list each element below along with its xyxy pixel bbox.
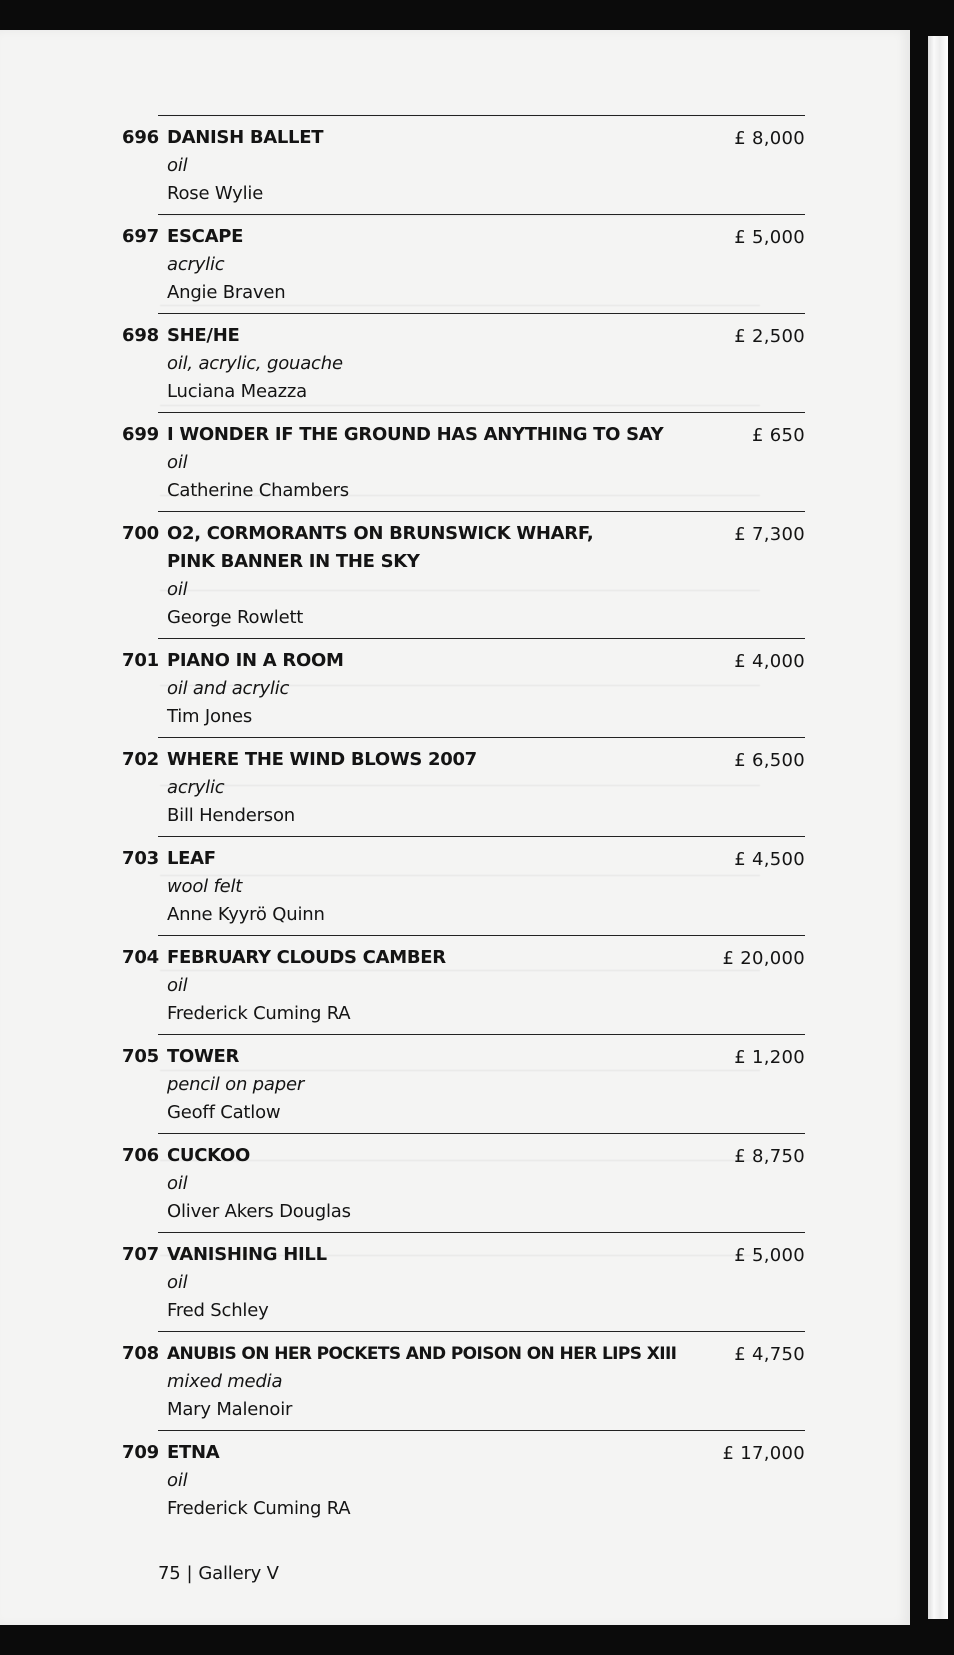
- catalogue-entry-706: [95, 1133, 805, 1232]
- entry-number: 698: [122, 325, 159, 346]
- catalogue-entry-700: [95, 511, 805, 638]
- entry-price: £ 17,000: [722, 1443, 805, 1464]
- entry-title: DANISH BALLET: [167, 127, 324, 148]
- catalogue-entry-698: [95, 313, 805, 412]
- entry-body: [167, 845, 687, 929]
- catalogue-entry-701: [95, 638, 805, 737]
- catalogue-page: [0, 30, 910, 1625]
- entry-title: TOWER: [167, 1046, 240, 1067]
- entry-number: 706: [122, 1145, 159, 1166]
- entry-medium: pencil on paper: [167, 1074, 305, 1095]
- entry-price: £ 8,750: [734, 1146, 805, 1167]
- section-name: Gallery V: [198, 1563, 279, 1584]
- entry-title: SHE/HE: [167, 325, 240, 346]
- catalogue-entry-708: [95, 1331, 805, 1430]
- page-footer: [158, 1562, 279, 1586]
- entry-divider: [158, 836, 805, 837]
- entry-artist: Anne Kyyrö Quinn: [167, 904, 325, 925]
- entry-medium: oil: [167, 155, 188, 176]
- entry-price: £ 6,500: [734, 750, 805, 771]
- entry-artist: Oliver Akers Douglas: [167, 1201, 351, 1222]
- entry-price: £ 2,500: [734, 326, 805, 347]
- entry-body: [167, 520, 687, 632]
- catalogue-entry-705: [95, 1034, 805, 1133]
- entry-medium: acrylic: [167, 777, 225, 798]
- entry-medium: oil: [167, 1173, 188, 1194]
- entry-price: £ 5,000: [734, 227, 805, 248]
- entry-artist: Mary Malenoir: [167, 1399, 293, 1420]
- entry-body: [167, 223, 687, 307]
- entry-divider: [158, 1331, 805, 1332]
- page-number: 75: [158, 1563, 181, 1584]
- entry-divider: [158, 1232, 805, 1233]
- entry-number: 696: [122, 127, 159, 148]
- entry-medium: oil, acrylic, gouache: [167, 353, 343, 374]
- entry-body: [167, 1241, 687, 1325]
- entry-number: 708: [122, 1343, 159, 1364]
- entry-body: [167, 647, 687, 731]
- entry-price: £ 5,000: [734, 1245, 805, 1266]
- entry-body: [167, 1439, 687, 1523]
- catalogue-entry-704: [95, 935, 805, 1034]
- entry-body: [167, 124, 687, 208]
- entry-price: £ 20,000: [722, 948, 805, 969]
- entry-medium: oil and acrylic: [167, 678, 290, 699]
- entry-artist: Rose Wylie: [167, 183, 264, 204]
- entry-medium: oil: [167, 1470, 188, 1491]
- entry-number: 701: [122, 650, 159, 671]
- entry-price: £ 8,000: [734, 128, 805, 149]
- entry-artist: Bill Henderson: [167, 805, 295, 826]
- entry-artist: Geoff Catlow: [167, 1102, 281, 1123]
- catalogue-entry-703: [95, 836, 805, 935]
- entry-divider: [158, 313, 805, 314]
- catalogue-entry-697: [95, 214, 805, 313]
- entry-body: [167, 1142, 687, 1226]
- entry-title: ETNA: [167, 1442, 220, 1463]
- entry-divider: [158, 1133, 805, 1134]
- entry-title: WHERE THE WIND BLOWS 2007: [167, 749, 477, 770]
- entry-divider: [158, 214, 805, 215]
- entry-medium: mixed media: [167, 1371, 283, 1392]
- entry-body: [167, 746, 687, 830]
- entry-artist: Angie Braven: [167, 282, 286, 303]
- entry-price: £ 1,200: [734, 1047, 805, 1068]
- catalogue-entry-696: [95, 115, 805, 214]
- entry-body: [167, 421, 687, 505]
- entry-title: LEAF: [167, 848, 216, 869]
- entry-artist: Tim Jones: [167, 706, 253, 727]
- catalogue-entry-702: [95, 737, 805, 836]
- entry-divider: [158, 1034, 805, 1035]
- entry-body: [167, 1340, 707, 1424]
- entry-divider: [158, 737, 805, 738]
- entry-divider: [158, 1430, 805, 1431]
- catalogue-entry-699: [95, 412, 805, 511]
- entry-title: ANUBIS ON HER POCKETS AND POISON ON HER LIPS XIII: [167, 1344, 677, 1364]
- entry-title: I WONDER IF THE GROUND HAS ANYTHING TO SAY: [167, 424, 664, 445]
- entry-divider: [158, 511, 805, 512]
- entry-medium: oil: [167, 579, 188, 600]
- catalogue-entry-707: [95, 1232, 805, 1331]
- entry-divider: [158, 638, 805, 639]
- entry-number: 707: [122, 1244, 159, 1265]
- entry-number: 702: [122, 749, 159, 770]
- entry-body: [167, 944, 687, 1028]
- entry-number: 699: [122, 424, 159, 445]
- entry-number: 704: [122, 947, 159, 968]
- entry-price: £ 4,750: [734, 1344, 805, 1365]
- entry-artist: Luciana Meazza: [167, 381, 307, 402]
- entry-number: 697: [122, 226, 159, 247]
- entry-divider: [158, 412, 805, 413]
- entry-medium: oil: [167, 1272, 188, 1293]
- entry-price: £ 4,000: [734, 651, 805, 672]
- catalogue-entry-709: [95, 1430, 805, 1529]
- entry-artist: Fred Schley: [167, 1300, 269, 1321]
- entry-body: [167, 322, 687, 406]
- page-edge: [928, 36, 948, 1619]
- entry-title: FEBRUARY CLOUDS CAMBER: [167, 947, 446, 968]
- entry-medium: wool felt: [167, 876, 243, 897]
- footer-separator: |: [186, 1563, 193, 1584]
- entry-medium: acrylic: [167, 254, 225, 275]
- entry-title: O2, CORMORANTS ON BRUNSWICK WHARF, PINK BANNER IN THE SKY: [167, 523, 594, 572]
- entry-title: VANISHING HILL: [167, 1244, 327, 1265]
- entry-divider: [158, 115, 805, 116]
- entry-number: 709: [122, 1442, 159, 1463]
- entry-number: 705: [122, 1046, 159, 1067]
- entry-price: £ 650: [751, 425, 805, 446]
- entry-title: CUCKOO: [167, 1145, 250, 1166]
- entry-number: 703: [122, 848, 159, 869]
- entry-title: PIANO IN A ROOM: [167, 650, 344, 671]
- entry-artist: George Rowlett: [167, 607, 304, 628]
- entry-body: [167, 1043, 687, 1127]
- entry-price: £ 4,500: [734, 849, 805, 870]
- entry-artist: Catherine Chambers: [167, 480, 349, 501]
- entry-medium: oil: [167, 452, 188, 473]
- entry-divider: [158, 935, 805, 936]
- entry-number: 700: [122, 523, 159, 544]
- entry-price: £ 7,300: [734, 524, 805, 545]
- entry-artist: Frederick Cuming RA: [167, 1498, 351, 1519]
- entry-artist: Frederick Cuming RA: [167, 1003, 351, 1024]
- entry-title: ESCAPE: [167, 226, 244, 247]
- entry-medium: oil: [167, 975, 188, 996]
